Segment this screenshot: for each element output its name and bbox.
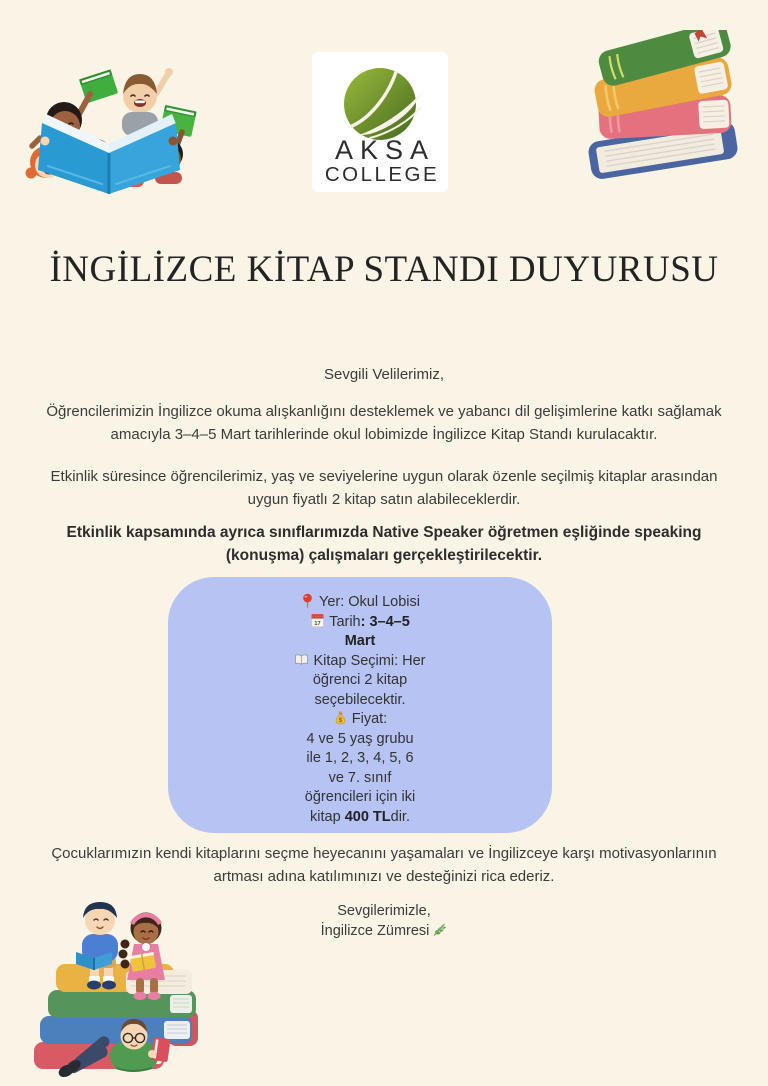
closing-text: Çocuklarımızın kendi kitaplarını seçme heyecanını yaşamaları ve İngilizceye karşı motivasyonlarının artması adına katılımınızı ve desteğinizi rica ederiz. <box>51 845 717 885</box>
pin-icon <box>300 593 315 608</box>
info-box-line: seçebilecektir. <box>314 691 406 708</box>
info-box-line: öğrencileri için iki <box>304 789 416 805</box>
info-box-line: Yer: Okul Lobisi <box>168 593 552 613</box>
children-reading-illustration <box>18 42 200 198</box>
signature-department: İngilizce Zümresi <box>320 923 430 939</box>
herb-icon <box>432 922 447 937</box>
kids-on-books-illustration <box>28 892 206 1082</box>
paragraph-intro: Öğrencilerimizin İngilizce okuma alışkanlığını desteklemek ve yabancı dil gelişimlerine katkı sağlamak amacıyla 3–4–5 Mart tarihlerinde okul lobimizde İngilizce Kitap Standı kurulacaktır. <box>46 403 722 443</box>
event-details-box <box>168 577 552 833</box>
book-stack-illustration <box>583 30 745 182</box>
info-box-line: öğrenci 2 kitap <box>312 672 408 688</box>
paragraph-event: Etkinlik süresince öğrencilerimiz, yaş ve seviyelerine uygun olarak özenle seçilmiş kitaplar arasından uygun fiyatlı 2 kitap satın alabileceklerdir. <box>50 468 718 508</box>
signature-line-1: Sevgilerimizle, <box>337 903 431 919</box>
info-box-line: ve 7. sınıf <box>328 769 392 786</box>
paragraph-native-speaker: Etkinlik kapsamında ayrıca sınıflarımızda Native Speaker öğretmen eşliğinde speaking (konuşma) çalışmaları gerçekleştirilecektir. <box>66 524 702 564</box>
info-box-text <box>168 577 552 827</box>
calendar-icon <box>310 613 325 628</box>
info-box-line: Mart <box>344 633 376 649</box>
info-box-line: Fiyat: <box>168 710 552 730</box>
info-box-line: Tarih: 3–4–5 <box>168 613 552 633</box>
open-book-icon <box>294 652 309 667</box>
page-title: İNGİLİZCE KİTAP STANDI DUYURUSU <box>49 249 719 290</box>
info-box-line: ile 1, 2, 3, 4, 5, 6 <box>306 750 414 766</box>
info-box-line: Kitap Seçimi: Her <box>168 652 552 672</box>
info-box-line: 4 ve 5 yaş grubu <box>306 730 414 747</box>
money-bag-icon <box>333 710 348 725</box>
logo-name: AKSA <box>334 135 436 165</box>
greeting-text: Sevgili Velilerimiz, <box>323 366 445 383</box>
aksa-college-logo <box>312 52 448 192</box>
info-box-line: kitap 400 TLdir. <box>310 808 410 825</box>
logo-subtitle: COLLEGE <box>324 163 440 186</box>
